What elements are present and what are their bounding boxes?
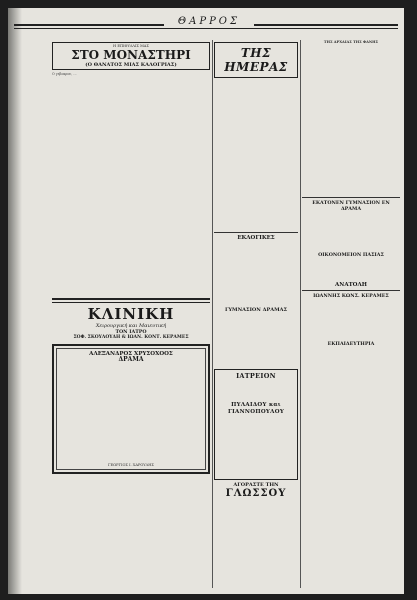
clinic-subtitle: Χειρουργική και Μαιευτική bbox=[95, 322, 167, 329]
elections-text bbox=[214, 241, 298, 307]
column-1 bbox=[52, 40, 210, 588]
page-shadow bbox=[8, 8, 22, 594]
oikonomeion-ad: ΟΙΚΟΝΟΜΕΙΟΝ ΠΑΣΙΑΣ bbox=[318, 251, 384, 258]
story-subtitle: (Ο ΘΑΝΑΤΟΣ ΜΙΑΣ ΚΑΛΟΓΡΙΑΣ) bbox=[85, 61, 177, 68]
clinic-doctor: ΤΟΝ ΙΑΤΡΟ bbox=[115, 328, 147, 335]
ekpaideytiria-heading: ΕΚΠΑΙΔΕΥΤΗΡΙΑ bbox=[327, 340, 375, 347]
iatreion-title: ΙΑΤΡΕΙΟΝ bbox=[236, 372, 276, 380]
bottom-word: ΓΛΩΣΣΟΥ bbox=[225, 488, 287, 499]
gymnasion-text bbox=[214, 313, 298, 367]
story-text bbox=[52, 72, 210, 296]
newspaper-page bbox=[8, 8, 404, 594]
gymnasion-ad: ΕΚΑΤΟΝΕΝ ΓΥΜΝΑΣΙΟΝ ΕΝ ΔΡΑΜΑ bbox=[312, 199, 390, 212]
ioannis-ad: ΙΩΑΝΝΗΣ ΚΩΝΣ. ΚΕΡΑΜΕΣ bbox=[313, 292, 389, 299]
column-3-heading: ΤΗΣ ΑΡΧΑΙΑΣ ΤΗΣ ΦΑΝΗΣ bbox=[323, 40, 379, 44]
anatole-heading: ΑΝΑΤΟΛΗ bbox=[335, 281, 367, 288]
newspaper-name: ΘΑΡΡΟΣ bbox=[164, 16, 254, 27]
gymnasion-title: ΓΥΜΝΑΣΙΟΝ ΔΡΑΜΑΣ bbox=[224, 307, 288, 313]
iatreion-ad bbox=[214, 369, 298, 480]
story-kicker: Η ΕΠΙΦΥΛΛΙΣ ΜΑΣ bbox=[113, 44, 149, 48]
clinic-address: ΣΟΦ. ΣΚΟΥΛΟΥΔΗ & ΙΩΑΝ. ΚΟΝΤ. ΚΕΡΑΜΕΣ bbox=[73, 334, 189, 340]
column-2 bbox=[214, 40, 298, 588]
ad-heading: ΔΡΑΜΑ bbox=[118, 355, 144, 363]
column-3-text bbox=[302, 45, 400, 195]
column-heading: ΤΗΣ ΗΜΕΡΑΣ bbox=[224, 46, 288, 74]
iatreion-doctor: ΠΥΛΑΙΔΟΥ και ΓΙΑΝΝΟΠΟΥΛΟΥ bbox=[227, 402, 285, 415]
clinic-title: ΚΛΙΝΙΚΗ bbox=[87, 304, 175, 323]
ad-footer: ΓΕΩΡΓΙΟΣ Ι. ΧΑΡΟΥΛΗΣ bbox=[108, 462, 154, 467]
ad-name: ΑΛΕΞΑΝΔΡΟΣ ΧΡΥΣΟΧΟΟΣ bbox=[89, 350, 173, 357]
masthead bbox=[14, 10, 398, 38]
elections-title: ΕΚΛΟΓΙΚΕΣ bbox=[237, 235, 275, 241]
story-title: ΣΤΟ ΜΟΝΑΣΤΗΡΙ bbox=[71, 47, 191, 62]
column-3 bbox=[302, 40, 400, 588]
story-header-box bbox=[52, 42, 210, 70]
ad-text bbox=[59, 363, 203, 463]
column-heading-box bbox=[214, 42, 298, 78]
bottom-title: ΑΓΟΡΑΣΤΕ ΤΗΝ bbox=[233, 482, 279, 488]
merchant-ad bbox=[52, 344, 210, 475]
news-text bbox=[214, 80, 298, 230]
story-opening: Ο γεβοκρον, ... bbox=[52, 71, 77, 76]
